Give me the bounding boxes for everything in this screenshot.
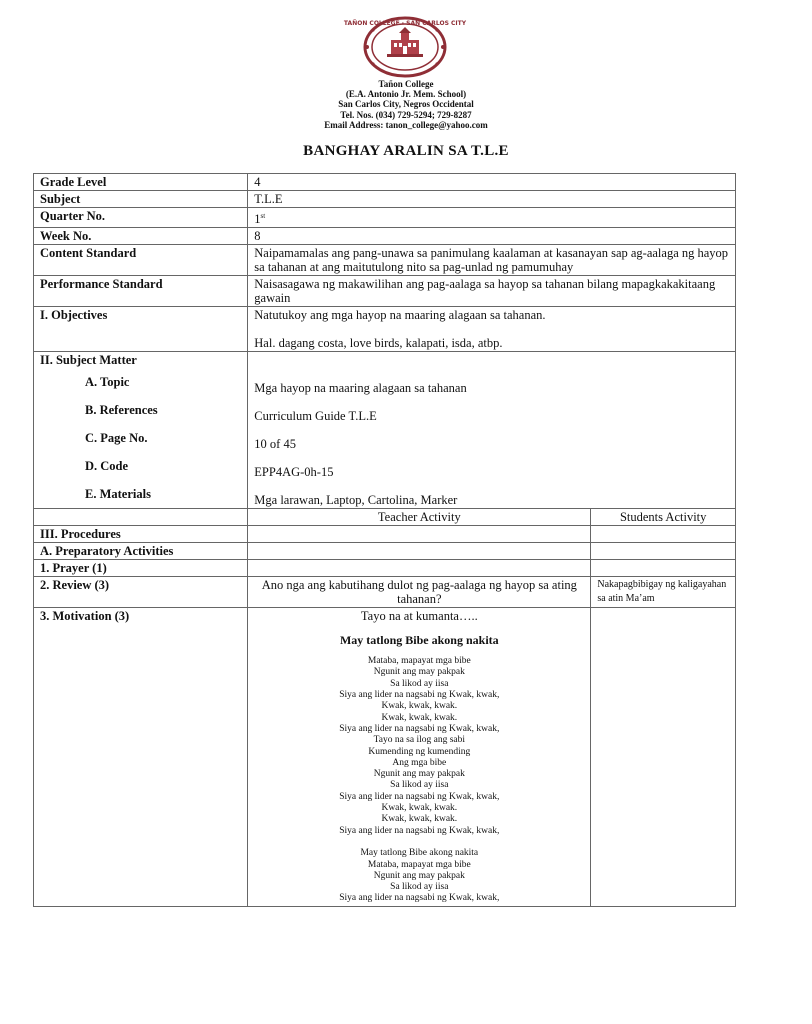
- song-line: Kwak, kwak, kwak.: [381, 712, 458, 723]
- song-line: Tayo na sa ilog ang sabi: [373, 735, 466, 746]
- song-line: Mataba, mapayat mga bibe: [367, 656, 471, 667]
- subject-label: Subject: [34, 191, 248, 208]
- topic-label: A. Topic: [85, 375, 130, 390]
- song-line: Mataba, mapayat mga bibe: [367, 859, 471, 870]
- motivation-label: 3. Motivation (3): [34, 608, 248, 907]
- song-lyrics: [254, 656, 584, 905]
- objective-line-1: Natutukoy ang mga hayop na maaring alagaan sa tahanan.: [254, 308, 546, 323]
- song-line: Siya ang lider na nagsabi ng Kwak, kwak,: [339, 723, 500, 734]
- table-row: [34, 191, 736, 208]
- performance-standard-value: Naisasagawa ng makawilihan ang pag-aalaga sa hayop sa tahanan bilang mapagkakakitaang gawain: [248, 276, 736, 307]
- song-line: Kwak, kwak, kwak.: [381, 701, 458, 712]
- topic-value: Mga hayop na maaring alagaan sa tahanan: [254, 381, 467, 396]
- song-title: May tatlong Bibe akong nakita: [339, 633, 499, 648]
- song-line: Ang mga bibe: [392, 757, 447, 768]
- subject-matter-labels: [34, 352, 248, 509]
- objectives-cell: [248, 307, 736, 352]
- content-standard-label: Content Standard: [34, 245, 248, 276]
- performance-standard-label: Performance Standard: [34, 276, 248, 307]
- song-line: [254, 837, 584, 848]
- subject-matter-values: [248, 352, 736, 509]
- song-line: Kwak, kwak, kwak.: [381, 814, 458, 825]
- table-row: [34, 352, 736, 509]
- song-line: Sa likod ay iisa: [390, 678, 449, 689]
- seal-text: TAÑON COLLEGE · SAN CARLOS CITY: [343, 20, 467, 27]
- week-value: 8: [248, 228, 736, 245]
- school-subname: (E.A. Antonio Jr. Mem. School): [345, 89, 467, 100]
- preparatory-activities-label: A. Preparatory Activities: [34, 543, 248, 560]
- review-label: 2. Review (3): [34, 577, 248, 608]
- quarter-value: [248, 208, 736, 228]
- song-line: Kwak, kwak, kwak.: [381, 803, 458, 814]
- prayer-label: 1. Prayer (1): [34, 560, 248, 577]
- table-row: [34, 228, 736, 245]
- song-line: Siya ang lider na nagsabi ng Kwak, kwak,: [339, 791, 500, 802]
- subject-matter-label: II. Subject Matter: [40, 353, 137, 368]
- school-email: Email Address: tanon_college@yahoo.com: [324, 119, 488, 130]
- procedures-label: III. Procedures: [34, 526, 248, 543]
- table-row: [34, 245, 736, 276]
- school-telephone: Tel. Nos. (034) 729-5294; 729-8287: [340, 109, 472, 120]
- table-row: [34, 208, 736, 228]
- song-line: Siya ang lider na nagsabi ng Kwak, kwak,: [339, 825, 500, 836]
- quarter-suffix: st: [260, 212, 266, 220]
- review-teacher-activity: Ano nga ang kabutihang dulot ng pag-aalaga ng hayop sa ating tahanan?: [248, 577, 591, 608]
- table-row: [34, 509, 736, 526]
- table-row: [34, 276, 736, 307]
- week-label: Week No.: [34, 228, 248, 245]
- grade-level-label: Grade Level: [34, 174, 248, 191]
- school-address: San Carlos City, Negros Occidental: [338, 99, 474, 110]
- procedures-header-blank: [34, 509, 248, 526]
- document-title: BANGHAY ARALIN SA T.L.E: [303, 143, 509, 159]
- lesson-plan-table: [33, 173, 736, 907]
- song-line: Ngunit ang may pakpak: [373, 667, 465, 678]
- content-standard-value: Naipamamalas ang pang-unawa sa panimulang kaalaman at kasanayan sap ag-aalaga ng hayop sa tahanan at ang maitutulong nito sa pag-unlad ng pamumuhay: [248, 245, 736, 276]
- motivation-intro: Tayo na at kumanta…..: [360, 609, 478, 624]
- table-row: [34, 560, 736, 577]
- table-row: [34, 608, 736, 907]
- song-line: Siya ang lider na nagsabi ng Kwak, kwak,: [339, 893, 500, 904]
- school-header: [0, 79, 812, 130]
- references-value: Curriculum Guide T.L.E: [254, 409, 377, 424]
- page-no-label: C. Page No.: [85, 431, 148, 446]
- song-line: Siya ang lider na nagsabi ng Kwak, kwak,: [339, 690, 500, 701]
- code-value: EPP4AG-0h-15: [254, 465, 334, 480]
- materials-value: Mga larawan, Laptop, Cartolina, Marker: [254, 493, 458, 508]
- song-line: Sa likod ay iisa: [390, 882, 449, 893]
- table-row: [34, 526, 736, 543]
- song-line: Ngunit ang may pakpak: [373, 769, 465, 780]
- review-students-activity: Nakapagbibigay ng kaligayahan sa atin Ma’am: [591, 577, 736, 608]
- page-no-value: 10 of 45: [254, 437, 296, 452]
- students-activity-header: Students Activity: [591, 509, 736, 526]
- quarter-number: 1: [254, 212, 261, 227]
- references-label: B. References: [85, 403, 158, 418]
- song-line: Ngunit ang may pakpak: [373, 870, 465, 881]
- song-line: Sa likod ay iisa: [390, 780, 449, 791]
- table-row: [34, 543, 736, 560]
- code-label: D. Code: [85, 459, 129, 474]
- table-row: [34, 307, 736, 352]
- objectives-label: I. Objectives: [34, 307, 248, 352]
- song-line: May tatlong Bibe akong nakita: [360, 848, 479, 859]
- song-line: Kumending ng kumending: [368, 746, 471, 757]
- subject-value: T.L.E: [248, 191, 736, 208]
- objective-line-2: Hal. dagang costa, love birds, kalapati, isda, atbp.: [254, 336, 503, 351]
- quarter-label: Quarter No.: [34, 208, 248, 228]
- table-row: [34, 577, 736, 608]
- school-seal-logo: [343, 16, 467, 78]
- school-name: Tañon College: [378, 79, 434, 89]
- teacher-activity-header: Teacher Activity: [248, 509, 591, 526]
- materials-label: E. Materials: [85, 487, 151, 502]
- grade-level-value: 4: [248, 174, 736, 191]
- table-row: [34, 174, 736, 191]
- motivation-teacher-activity: [248, 608, 591, 907]
